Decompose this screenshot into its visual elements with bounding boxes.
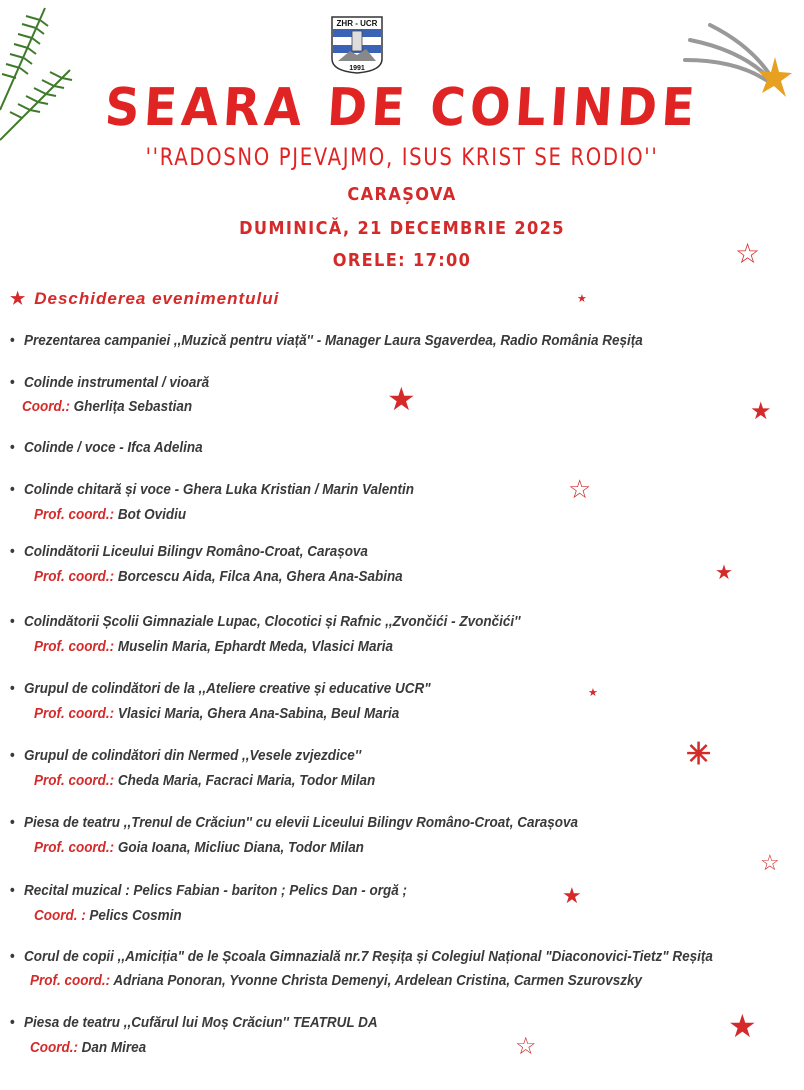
star-icon: ★ bbox=[750, 398, 772, 425]
event-title: SEARA DE COLINDE bbox=[103, 78, 701, 138]
program-item-coordinator bbox=[34, 908, 182, 924]
coordinator-label: Prof. coord.: bbox=[34, 840, 115, 856]
coordinator-names: Adriana Ponoran, Yvonne Christa Demenyi, Ardelean Cristina, Carmen Szurovszky bbox=[110, 973, 642, 989]
bullet-icon: • bbox=[10, 440, 15, 456]
event-subtitle: ''RADOSNO PJEVAJMO, ISUS KRIST SE RODIO'' bbox=[145, 143, 659, 171]
program-item-coordinator bbox=[34, 840, 364, 856]
star-icon: ★ bbox=[577, 293, 587, 305]
bullet-icon: • bbox=[10, 883, 15, 899]
coordinator-label: Prof. coord.: bbox=[30, 973, 111, 989]
bullet-icon: • bbox=[10, 333, 15, 349]
program-item-text: Colinde chitară și voce - Ghera Luka Kristian / Marin Valentin bbox=[24, 482, 414, 498]
coordinator-names: Pelics Cosmin bbox=[85, 908, 182, 924]
program-item-coordinator bbox=[34, 706, 399, 722]
program-item-text: Colinde / voce - Ifca Adelina bbox=[24, 440, 203, 456]
program-item bbox=[10, 681, 431, 697]
bullet-icon: • bbox=[10, 681, 15, 697]
star-icon: ★ bbox=[387, 381, 416, 417]
program-item-text: Piesa de teatru ,,Cufărul lui Moș Crăciun'' TEATRUL DA bbox=[24, 1015, 378, 1031]
star-icon: ★ bbox=[715, 562, 733, 584]
program-item-text: Piesa de teatru ,,Trenul de Crăciun'' cu elevii Liceului Bilingv Româno-Croat, Carașova bbox=[24, 815, 578, 831]
opening-text: Deschiderea evenimentului bbox=[34, 289, 280, 308]
bullet-icon: • bbox=[10, 949, 15, 965]
program-item bbox=[10, 1015, 378, 1031]
coordinator-label: Coord. : bbox=[34, 908, 86, 924]
program-item bbox=[10, 748, 361, 764]
program-item bbox=[10, 815, 578, 831]
svg-text:1991: 1991 bbox=[349, 65, 365, 72]
star-icon: ☆ bbox=[760, 850, 780, 875]
bullet-icon: • bbox=[10, 614, 15, 630]
coordinator-label: Prof. coord.: bbox=[34, 569, 115, 585]
coordinator-label: Coord.: bbox=[30, 1040, 78, 1056]
opening-heading bbox=[10, 289, 279, 309]
bullet-icon: • bbox=[10, 1015, 15, 1031]
program-item bbox=[10, 544, 368, 560]
program-item-text: Colindătorii Școlii Gimnaziale Lupac, Clocotici și Rafnic ,,Zvončići - Zvončići'' bbox=[24, 614, 521, 630]
program-item-text: Colindătorii Liceului Bilingv Româno-Croat, Carașova bbox=[24, 544, 368, 560]
coordinator-names: Gherlița Sebastian bbox=[69, 399, 193, 415]
program-item bbox=[10, 883, 407, 899]
bullet-icon: • bbox=[10, 375, 15, 391]
star-icon: ☆ bbox=[515, 1033, 537, 1060]
program-item-text: Grupul de colindători din Nermed ,,Vesele zvjezdice'' bbox=[24, 748, 362, 764]
program-item bbox=[10, 614, 520, 630]
program-item-text: Recital muzical : Pelics Fabian - bariton ; Pelics Dan - orgă ; bbox=[24, 883, 407, 899]
program-item bbox=[10, 949, 713, 965]
event-time: ORELE: 17:00 bbox=[332, 250, 472, 271]
program-item bbox=[10, 375, 209, 391]
bullet-icon: • bbox=[10, 482, 15, 498]
coordinator-names: Borcescu Aida, Filca Ana, Ghera Ana-Sabina bbox=[114, 569, 403, 585]
bullet-icon: • bbox=[10, 748, 15, 764]
star-icon: ★ bbox=[10, 289, 27, 308]
star-icon: ★ bbox=[588, 687, 598, 699]
star-icon: ☆ bbox=[735, 238, 761, 269]
bullet-icon: • bbox=[10, 544, 15, 560]
coordinator-names: Goia Ioana, Micliuc Diana, Todor Milan bbox=[114, 840, 364, 856]
asterisk-star-icon: ✳ bbox=[686, 738, 712, 771]
program-item-coordinator bbox=[34, 569, 403, 585]
coordinator-label: Coord.: bbox=[22, 399, 70, 415]
coordinator-label: Prof. coord.: bbox=[34, 639, 115, 655]
program-item-text: Grupul de colindători de la ,,Ateliere creative și educative UCR" bbox=[24, 681, 431, 697]
program-item-coordinator bbox=[34, 773, 375, 789]
coordinator-label: Prof. coord.: bbox=[34, 773, 115, 789]
program-item-coordinator bbox=[22, 399, 192, 415]
svg-text:ZHR - UCR: ZHR - UCR bbox=[336, 19, 378, 28]
coordinator-names: Muselin Maria, Ephardt Meda, Vlasici Maria bbox=[114, 639, 393, 655]
program-item bbox=[10, 440, 203, 456]
coordinator-names: Cheda Maria, Facraci Maria, Todor Milan bbox=[114, 773, 376, 789]
program-item-coordinator bbox=[30, 973, 642, 989]
program-item-coordinator bbox=[34, 639, 393, 655]
program-item bbox=[10, 333, 643, 349]
star-icon: ★ bbox=[562, 883, 582, 908]
event-date: DUMINICĂ, 21 DECEMBRIE 2025 bbox=[239, 218, 565, 239]
program-item-coordinator bbox=[30, 1040, 146, 1056]
coordinator-names: Dan Mirea bbox=[77, 1040, 147, 1056]
program-item-text: Colinde instrumental / vioară bbox=[24, 375, 210, 391]
program-item-text: Corul de copii ,,Amiciția" de le Școala Gimnazială nr.7 Reșița și Colegiul Național "Diaconovici-Tietz" Reșița bbox=[24, 949, 713, 965]
coordinator-label: Prof. coord.: bbox=[34, 507, 115, 523]
program-item bbox=[10, 482, 414, 498]
program-item-coordinator bbox=[34, 507, 186, 523]
coordinator-names: Bot Ovidiu bbox=[114, 507, 187, 523]
program-item-text: Prezentarea campaniei ,,Muzică pentru viață'' - Manager Laura Sgaverdea, Radio România Reșița bbox=[24, 333, 643, 349]
coordinator-label: Prof. coord.: bbox=[34, 706, 115, 722]
coordinator-names: Vlasici Maria, Ghera Ana-Sabina, Beul Maria bbox=[114, 706, 400, 722]
zhr-ucr-logo bbox=[330, 15, 384, 75]
star-icon: ☆ bbox=[568, 474, 592, 504]
star-icon: ★ bbox=[728, 1008, 757, 1044]
bullet-icon: • bbox=[10, 815, 15, 831]
event-location: CARAȘOVA bbox=[347, 184, 457, 205]
